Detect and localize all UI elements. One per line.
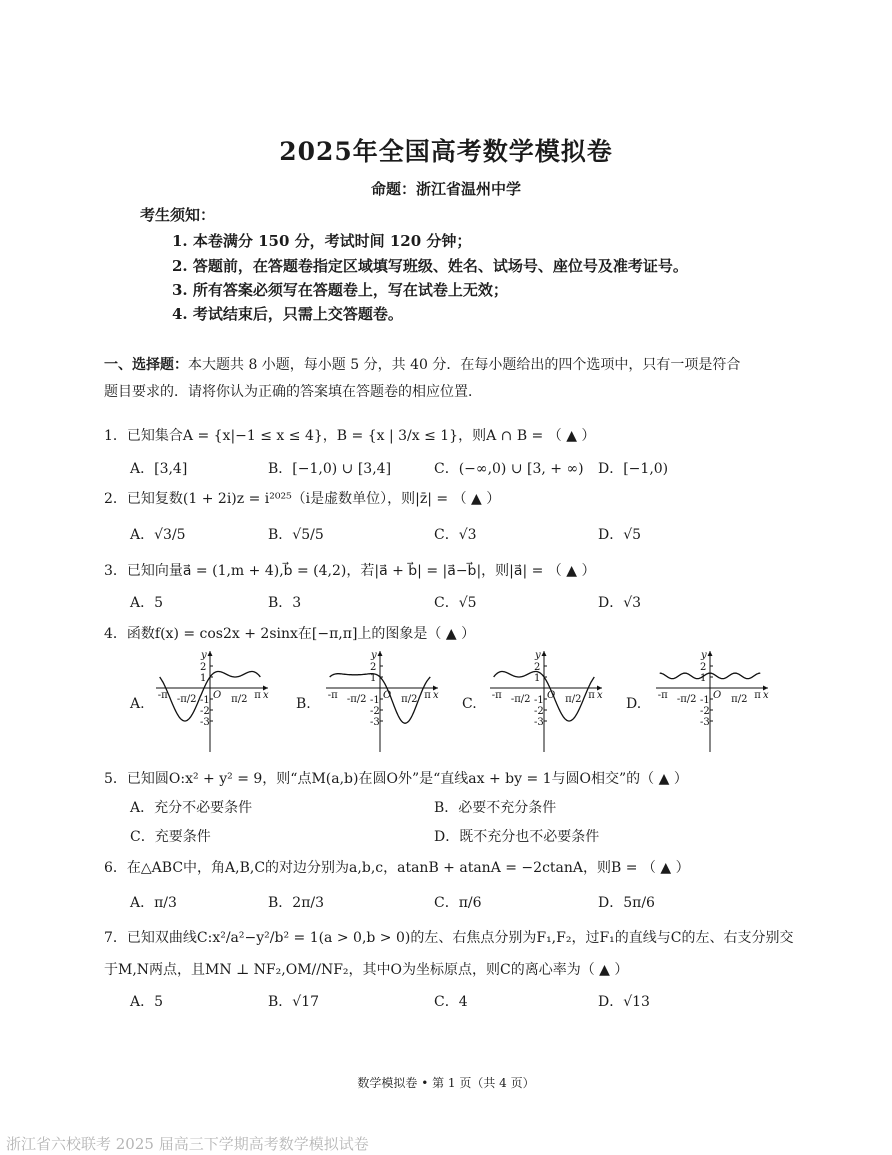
exam-title: 2025年全国高考数学模拟卷 — [279, 137, 613, 166]
q1-option-b: B．[−1,0) ∪ [3,4] — [268, 461, 392, 477]
q4-option-c: C. — [462, 696, 477, 712]
q2-option-d: D．√5 — [598, 527, 642, 543]
q5-option-b: B．必要不充分条件 — [434, 800, 557, 816]
section-1-heading: 一、选择题： — [104, 357, 188, 373]
y-tick-label: -1 — [534, 695, 544, 706]
neg-pi-label: -π — [157, 690, 168, 701]
half-pi-label: π/2 — [401, 694, 418, 705]
q7-option-c: C．4 — [434, 994, 468, 1010]
neg-pi-label: -π — [327, 690, 338, 701]
q2-option-c: C．√3 — [434, 527, 477, 543]
q3-option-c: C．√5 — [434, 595, 477, 611]
neg-half-pi-label: -π/2 — [676, 694, 697, 705]
q4-graph-a — [152, 648, 272, 754]
section-1-desc-line1: 本大题共 8 小题，每小题 5 分，共 40 分．在每小题给出的四个选项中，只有一项是符合 — [188, 357, 741, 373]
q3-option-a: A．5 — [130, 595, 164, 611]
y-tick-label: 1 — [200, 673, 207, 684]
origin-label: O — [213, 690, 222, 701]
y-tick-label: -2 — [534, 706, 544, 717]
x-axis-label: x — [597, 690, 603, 701]
y-tick-label: -1 — [200, 695, 210, 706]
y-tick-label: 1 — [700, 673, 707, 684]
q3-option-b: B．3 — [268, 595, 302, 611]
y-tick-label: -2 — [200, 706, 210, 717]
notice-item-1: 1. 本卷满分 150 分，考试时间 120 分钟； — [172, 232, 472, 250]
q2-option-a: A．√3/5 — [130, 527, 186, 543]
q4-graph-c — [486, 648, 606, 754]
x-axis-label: x — [263, 690, 269, 701]
section-1-intro — [104, 354, 740, 374]
notice-heading: 考生须知： — [140, 206, 216, 224]
pi-label: π — [424, 690, 431, 701]
q3-option-d: D．√3 — [598, 595, 642, 611]
y-axis-label: y — [201, 650, 207, 661]
q4-option-b: B. — [296, 696, 311, 712]
y-axis-arrow — [542, 651, 547, 656]
question-7-stem-line2: 于M,N两点，且MN ⊥ NF₂,OM//NF₂，其中O为坐标原点，则C的离心率为（ ▲ ） — [104, 962, 629, 978]
question-1-stem: 1．已知集合A = {x|−1 ≤ x ≤ 4}，B = {x | 3/x ≤ 1}，则A ∩ B = （ ▲ ） — [104, 428, 596, 444]
q4-option-a: A. — [130, 696, 145, 712]
pi-label: π — [588, 690, 595, 701]
q1-option-a: A．[3,4] — [130, 461, 188, 477]
q6-option-b: B．2π/3 — [268, 895, 325, 911]
y-tick-label: -3 — [700, 717, 710, 728]
pi-label: π — [754, 690, 761, 701]
q6-option-d: D．5π/6 — [598, 895, 655, 911]
y-tick-label: -2 — [700, 706, 710, 717]
section-1-desc-line2: 题目要求的．请将你认为正确的答案填在答题卷的相应位置． — [104, 384, 482, 400]
question-2-stem: 2．已知复数(1 + 2i)z = i²⁰²⁵（i是虚数单位），则|z̄| = （ ▲ ） — [104, 491, 501, 507]
pi-label: π — [254, 690, 261, 701]
q6-option-a: A．π/3 — [130, 895, 177, 911]
origin-label: O — [383, 690, 392, 701]
y-tick-label: 2 — [700, 662, 707, 673]
half-pi-label: π/2 — [731, 694, 748, 705]
neg-half-pi-label: -π/2 — [176, 694, 197, 705]
q5-option-a: A．充分不必要条件 — [130, 800, 253, 816]
y-tick-label: 2 — [370, 662, 377, 673]
origin-label: O — [547, 690, 556, 701]
y-axis-arrow — [708, 651, 713, 656]
y-axis-label: y — [371, 650, 377, 661]
question-3-stem: 3．已知向量a⃗ = (1,m + 4),b⃗ = (4,2)，若|a⃗ + b⃗| = |a⃗−b⃗|，则|a⃗| = （ ▲ ） — [104, 563, 596, 579]
q1-option-c: C．(−∞,0) ∪ [3, + ∞) — [434, 461, 584, 477]
x-axis-label: x — [433, 690, 439, 701]
neg-half-pi-label: -π/2 — [510, 694, 531, 705]
exam-setter: 命题：浙江省温州中学 — [370, 180, 521, 198]
half-pi-label: π/2 — [565, 694, 582, 705]
q5-option-d: D．既不充分也不必要条件 — [434, 829, 600, 845]
notice-item-2: 2. 答题前，在答题卷指定区域填写班级、姓名、试场号、座位号及准考证号。 — [172, 257, 688, 275]
neg-pi-label: -π — [657, 690, 668, 701]
q2-option-b: B．√5/5 — [268, 527, 324, 543]
q5-option-c: C．充要条件 — [130, 829, 211, 845]
q4-graph-d — [652, 648, 772, 754]
neg-pi-label: -π — [491, 690, 502, 701]
y-tick-label: 1 — [370, 673, 377, 684]
q7-option-a: A．5 — [130, 994, 164, 1010]
question-5-stem: 5．已知圆O:x² + y² = 9，则“点M(a,b)在圆O外”是“直线ax + by = 1与圆O相交”的（ ▲ ） — [104, 771, 688, 787]
question-6-stem: 6．在△ABC中，角A,B,C的对边分别为a,b,c，atanB + atanA = −2ctanA，则B = （ ▲ ） — [104, 860, 690, 876]
y-tick-label: -3 — [534, 717, 544, 728]
question-4-stem: 4．函数f(x) = cos2x + 2sinx在[−π,π]上的图象是（ ▲ ） — [104, 626, 476, 642]
x-axis-label: x — [763, 690, 769, 701]
q4-option-d: D. — [626, 696, 642, 712]
y-tick-label: -1 — [700, 695, 710, 706]
question-7-stem-line1: 7．已知双曲线C:x²/a²−y²/b² = 1(a > 0,b > 0)的左、右焦点分别为F₁,F₂，过F₁的直线与C的左、右支分别交 — [104, 930, 794, 946]
y-axis-arrow — [208, 651, 213, 656]
y-tick-label: 1 — [534, 673, 541, 684]
half-pi-label: π/2 — [231, 694, 248, 705]
q7-option-d: D．√13 — [598, 994, 650, 1010]
y-tick-label: 2 — [200, 662, 207, 673]
q4-graph-b — [322, 648, 442, 754]
y-tick-label: -3 — [370, 717, 380, 728]
notice-item-4: 4. 考试结束后，只需上交答题卷。 — [172, 305, 403, 323]
y-tick-label: -1 — [370, 695, 380, 706]
y-tick-label: -2 — [370, 706, 380, 717]
y-axis-label: y — [701, 650, 707, 661]
y-axis-label: y — [535, 650, 541, 661]
y-tick-label: -3 — [200, 717, 210, 728]
page-footer: 数学模拟卷 • 第 1 页（共 4 页） — [357, 1076, 535, 1090]
q6-option-c: C．π/6 — [434, 895, 482, 911]
q1-option-d: D．[−1,0) — [598, 461, 669, 477]
neg-half-pi-label: -π/2 — [346, 694, 367, 705]
y-axis-arrow — [378, 651, 383, 656]
notice-item-3: 3. 所有答案必须写在答题卷上，写在试卷上无效； — [172, 281, 508, 299]
y-tick-label: 2 — [534, 662, 541, 673]
watermark-text: 浙江省六校联考 2025 届高三下学期高考数学模拟试卷 — [6, 1135, 369, 1153]
q7-option-b: B．√17 — [268, 994, 320, 1010]
origin-label: O — [713, 690, 722, 701]
